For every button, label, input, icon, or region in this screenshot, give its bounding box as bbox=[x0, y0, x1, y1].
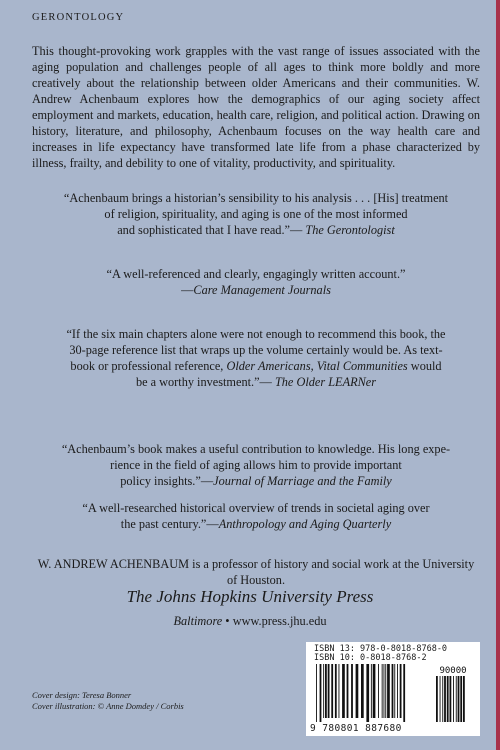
barcode-bars bbox=[306, 664, 480, 724]
barcode-bar bbox=[323, 664, 324, 718]
barcode-bar bbox=[356, 664, 359, 718]
quote-line: “A well-referenced and clearly, engagingly written account.” bbox=[106, 267, 406, 281]
review-quote-older-learner bbox=[32, 326, 480, 390]
barcode-addon-bar bbox=[456, 676, 457, 722]
barcode-bar bbox=[373, 664, 376, 718]
book-title-italic: Older Americans, Vital Communities bbox=[226, 359, 408, 373]
barcode-addon-bar bbox=[458, 676, 460, 722]
barcode-bar bbox=[339, 664, 340, 718]
quote-source: The Gerontologist bbox=[305, 223, 395, 237]
isbn-10: ISBN 10: 0-8018-8768-2 bbox=[314, 653, 427, 663]
quote-line: be a worthy investment.”— bbox=[135, 375, 275, 389]
barcode-addon-bar bbox=[440, 676, 441, 722]
barcode-bar bbox=[382, 664, 383, 718]
review-quote-care-management bbox=[32, 266, 480, 298]
cover-design-credit: Cover design: Teresa Bonner bbox=[32, 690, 132, 700]
barcode-addon-bar bbox=[463, 676, 465, 722]
quote-source: Journal of Marriage and the Family bbox=[213, 474, 392, 488]
quote-line: “A well-researched historical overview of trends in societal aging over bbox=[82, 501, 430, 515]
barcode-bar bbox=[320, 664, 322, 722]
quote-line: would bbox=[407, 359, 442, 373]
publisher-location bbox=[0, 614, 500, 629]
review-quote-anthropology bbox=[32, 500, 480, 532]
cover-credits bbox=[32, 690, 184, 712]
quote-line: book or professional reference, bbox=[70, 359, 227, 373]
barcode-addon-bar bbox=[450, 676, 452, 722]
quote-line: the past century.”— bbox=[120, 517, 219, 531]
barcode-bar bbox=[335, 664, 337, 718]
barcode-bar bbox=[378, 664, 379, 718]
barcode-bar bbox=[351, 664, 353, 718]
isbn-barcode bbox=[306, 642, 480, 736]
barcode-bar bbox=[316, 664, 317, 722]
quote-line: policy insights.”— bbox=[120, 474, 214, 488]
barcode-bar bbox=[400, 664, 402, 718]
barcode-addon-bar bbox=[436, 676, 438, 722]
barcode-bar bbox=[394, 664, 395, 718]
spine-edge bbox=[496, 0, 500, 750]
book-description: This thought-provoking work grapples with the vast range of issues associated with the aging population and challenges people of all ages to think more boldly and more creatively about the relationship between older Americans and their communities. W. Andrew Achenbaum explores how the demographics of our aging society affect employment and markets, education, health care, religion, and political action. Drawing on history, literature, and philosophy, Achenbaum focuses on the way health care and increases in life expectancy have transformed late life from a phase characterized by illness, frailty, and debility to one of vitality, productivity, and spirituality. bbox=[32, 44, 480, 170]
quote-source: The Older LEARNer bbox=[274, 375, 377, 389]
barcode-bar bbox=[361, 664, 364, 718]
review-quote-marriage-family bbox=[32, 441, 480, 489]
category-label: GERONTOLOGY bbox=[32, 12, 125, 23]
barcode-addon-bar bbox=[460, 676, 462, 722]
barcode-bar bbox=[397, 664, 398, 718]
barcode-addon-bar bbox=[442, 676, 443, 722]
quote-line: “Achenbaum brings a historian’s sensibility to his analysis . . . [His] treatment bbox=[63, 191, 449, 205]
barcode-bar bbox=[385, 664, 386, 718]
quote-line: “If the six main chapters alone were not enough to recommend this book, the bbox=[66, 327, 446, 341]
barcode-bar bbox=[371, 664, 372, 718]
quote-line: — bbox=[181, 283, 194, 297]
publisher-city: Baltimore bbox=[173, 614, 223, 628]
barcode-bar bbox=[347, 664, 349, 718]
barcode-bar bbox=[403, 664, 405, 722]
barcode-addon-bar bbox=[444, 676, 446, 722]
barcode-addon-number: 90000 bbox=[439, 666, 467, 676]
barcode-bar bbox=[366, 664, 369, 722]
barcode-addon-bar bbox=[447, 676, 449, 722]
quote-line: rience in the field of aging allows him to provide important bbox=[110, 458, 402, 472]
barcode-bar bbox=[331, 664, 333, 718]
barcode-bar bbox=[384, 664, 385, 718]
quote-line: 30-page reference list that wraps up the volume certainly would be. As text- bbox=[69, 343, 443, 357]
quote-line: of religion, spirituality, and aging is one of the most informed bbox=[104, 207, 408, 221]
isbn-13: ISBN 13: 978-0-8018-8768-0 bbox=[314, 644, 448, 654]
barcode-bar bbox=[328, 664, 330, 718]
quote-source: Anthropology and Aging Quarterly bbox=[218, 517, 392, 531]
barcode-bar bbox=[392, 664, 394, 718]
barcode-bar bbox=[342, 664, 345, 718]
quote-source: Care Management Journals bbox=[193, 283, 331, 297]
barcode-bar bbox=[387, 664, 390, 718]
quote-line: and sophisticated that I have read.”— bbox=[117, 223, 303, 237]
publisher-url: • www.press.jhu.edu bbox=[222, 614, 327, 628]
publisher-name: The Johns Hopkins University Press bbox=[126, 587, 374, 606]
barcode-number: 9 780801 887680 bbox=[310, 723, 402, 734]
author-bio: W. ANDREW ACHENBAUM is a professor of history and social work at the University of Houston. bbox=[37, 557, 475, 587]
barcode-bar bbox=[325, 664, 327, 718]
cover-illustration-credit: Cover illustration: © Anne Domdey / Corbis bbox=[32, 701, 184, 711]
barcode-addon-bar bbox=[453, 676, 454, 722]
quote-line: “Achenbaum’s book makes a useful contribution to knowledge. His long expe- bbox=[61, 442, 451, 456]
review-quote-gerontologist bbox=[32, 190, 480, 238]
